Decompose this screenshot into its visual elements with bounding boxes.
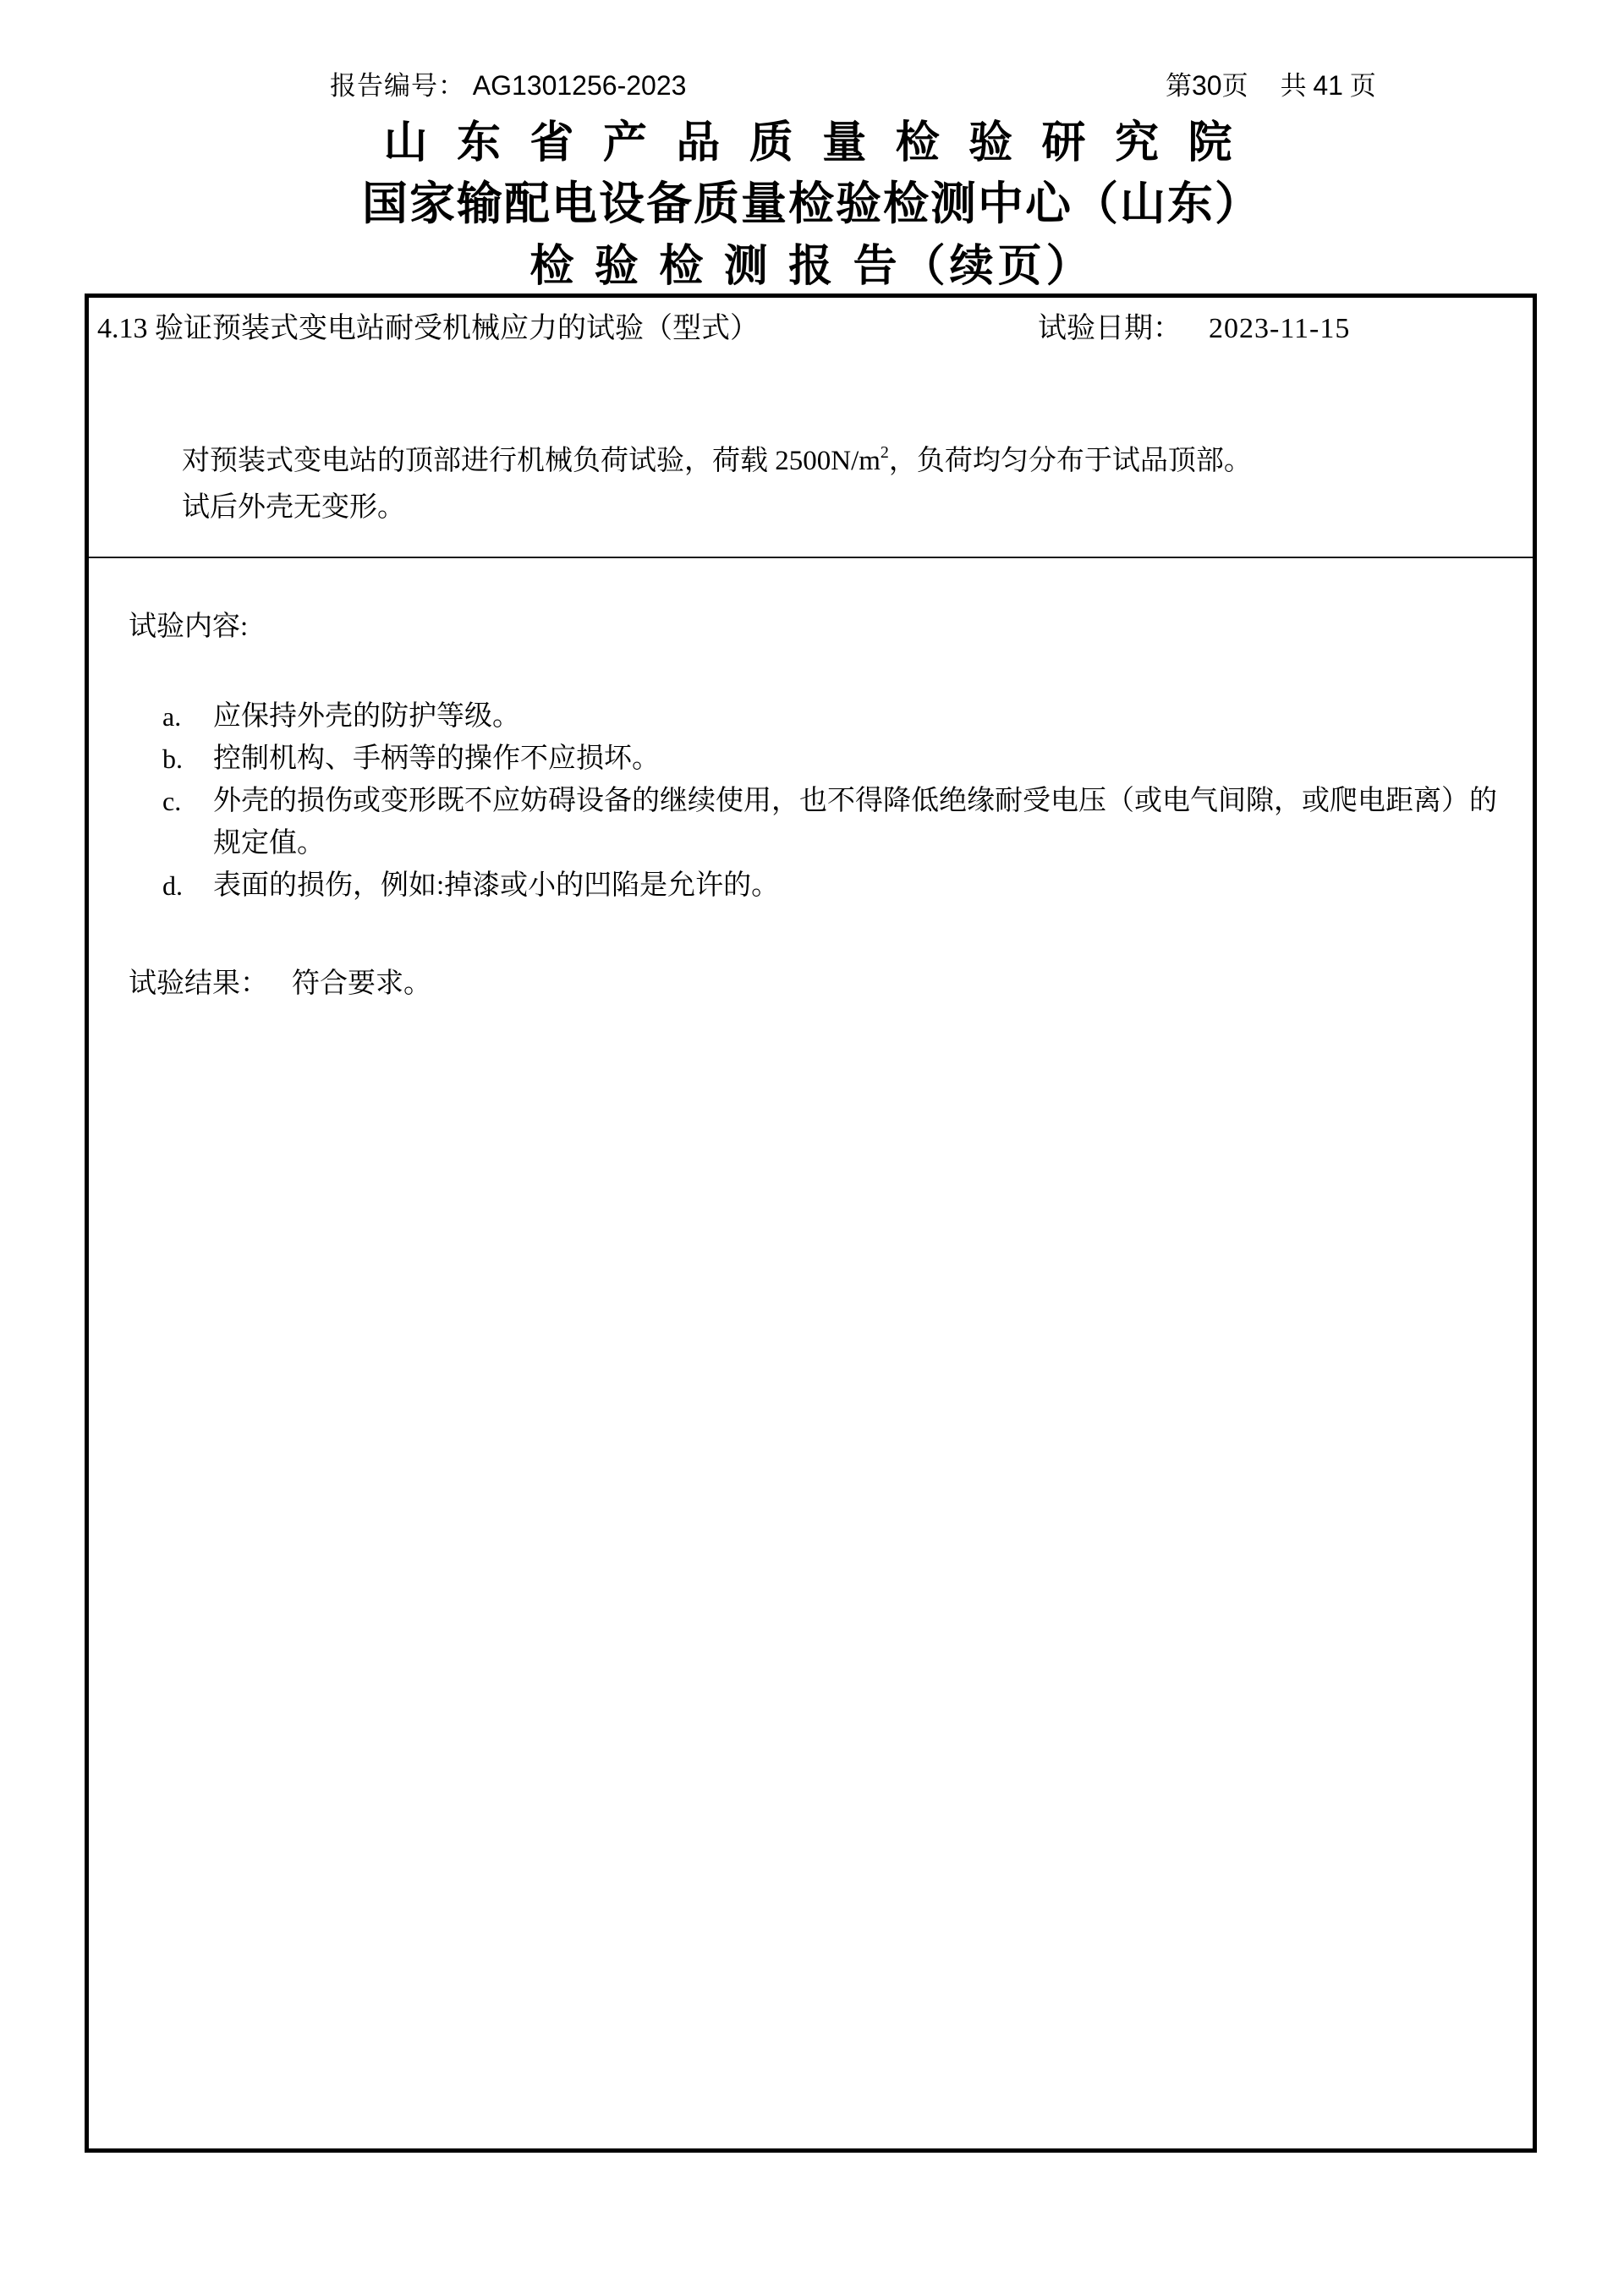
- test-date-value: 2023-11-15: [1209, 313, 1351, 344]
- total-suffix: 页: [1342, 71, 1376, 101]
- test-content-list: [162, 695, 1524, 907]
- list-item-marker: b.: [162, 743, 183, 774]
- list-item: [162, 695, 1524, 738]
- list-item-text: 外壳的损伤或变形既不应妨碍设备的继续使用，也不得降低绝缘耐受电压（或电气间隙，或爬电距离）的规定值。: [213, 786, 1497, 859]
- report-number-label: 报告编号：: [330, 71, 465, 101]
- test-summary-line-2: 试后外壳无变形。: [182, 492, 405, 523]
- test-result-row: [129, 961, 431, 1001]
- test-summary: [182, 431, 1252, 531]
- summary-superscript: 2: [880, 443, 889, 462]
- list-item-marker: a.: [162, 701, 182, 732]
- center-title: 国家输配电设备质量检验检测中心（山东）: [362, 178, 1262, 229]
- summary-load-text: 对预装式变电站的顶部进行机械负荷试验，荷载 2500N/m: [182, 446, 881, 476]
- summary-distribution-text: ，负荷均匀分布于试品顶部。: [888, 446, 1252, 476]
- test-result-label: 试验结果：: [129, 968, 268, 999]
- section-divider-line: [89, 557, 1533, 558]
- list-item-text: 表面的损伤，例如:掉漆或小的凹陷是允许的。: [213, 870, 780, 901]
- page-suffix: 页: [1221, 71, 1248, 101]
- test-result-value: 符合要求。: [292, 968, 431, 999]
- list-item-text: 应保持外壳的防护等级。: [213, 701, 520, 732]
- report-number-value: AG1301256-2023: [472, 70, 687, 101]
- test-content-label: 试验内容:: [129, 612, 249, 642]
- test-date-row: [1038, 305, 1350, 346]
- list-item-text: 控制机构、手柄等的操作不应损坏。: [213, 743, 660, 774]
- page-indicator: [1166, 64, 1376, 102]
- page-current: 30: [1192, 70, 1222, 101]
- page-total: 41: [1313, 70, 1343, 101]
- total-prefix: 共: [1280, 71, 1314, 101]
- institute-title: 山 东 省 产 品 质 量 检 验 研 究 院: [383, 118, 1241, 167]
- test-date-label: 试验日期：: [1038, 313, 1182, 344]
- page-prefix: 第: [1166, 71, 1192, 101]
- report-body-frame: [85, 294, 1537, 2153]
- test-summary-line-1: [182, 431, 1252, 485]
- section-heading: 4.13 验证预装式变电站耐受机械应力的试验（型式）: [97, 313, 759, 344]
- list-item: [162, 780, 1524, 864]
- list-item: [162, 864, 1524, 907]
- list-item-marker: c.: [162, 786, 182, 816]
- list-item-marker: d.: [162, 870, 183, 901]
- report-number-row: [330, 64, 686, 102]
- report-continuation-title: 检 验 检 测 报 告（续页）: [529, 242, 1095, 291]
- list-item: [162, 738, 1524, 780]
